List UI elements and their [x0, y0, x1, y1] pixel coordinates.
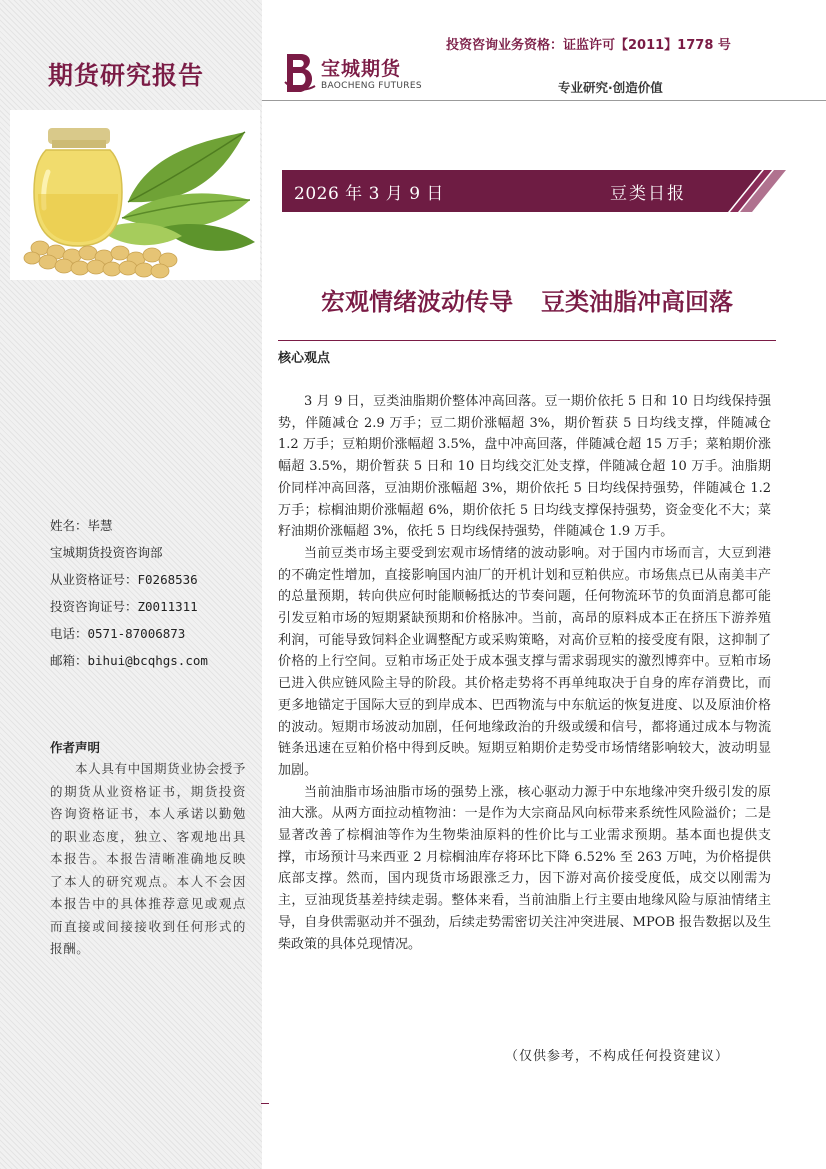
logo-chinese-name: 宝城期货 [321, 58, 402, 80]
declaration-text: 本人具有中国期货业协会授予的期货从业资格证书，期货投资咨询资格证书，本人承诺以勤勉的职业态度，独立、客观地出具本报告。本报告清晰准确地反映了本人的研究观点。本人不会因本报告中的具体推荐意见或观点而直接或间接接收到任何形式的报酬。 [50, 761, 246, 956]
disclaimer: （仅供参考，不构成任何投资建议） [505, 1049, 730, 1064]
section-heading: 核心观点 [278, 351, 331, 366]
author-name: 姓名：毕慧 [50, 518, 113, 533]
paragraph-soybean-analysis: 当前豆类市场主要受到宏观市场情绪的波动影响。对于国内市场而言，大豆到港的不确定性增加，直接影响国内油厂的开机计划和豆粕供应。市场焦点已从南美丰产的总量预期，转向供应何时能顺畅抵达的节奏问题，任何物流环节的负面消息都可能引发豆粕市场的短期紧缺预期和价格脉冲。当前，高昂的原料成本正在挤压下游养殖利润，可能导致饲料企业调整配方或采购策略，对高价豆粕的接受度有限，这抑制了价格的上行空间。豆粕市场正处于成本强支撑与需求弱现实的激烈博弈中。豆粕市场已进入供应链风险主导的阶段。其价格走势将不再单纯取决于自身的库存消费比，而更多地锚定于国际大豆的到岸成本、巴西物流与中东航运的恢复进度、以及原油价格的波动。短期市场波动加剧，任何地缘政治的升级或缓和信号，都将通过成本与物流链条迅速在豆粕价格中得到反映。短期豆粕期价走势受市场情绪影响较大，波动明显加剧。 [278, 545, 771, 778]
footer-mark [261, 1103, 269, 1104]
report-type-title: 期货研究报告 [48, 61, 205, 90]
phone: 电话：0571-87006873 [50, 626, 186, 641]
header-divider [262, 100, 826, 101]
soybean-oil-jar-image [10, 110, 260, 280]
report-date: 2026 年 3 月 9 日 [294, 184, 444, 204]
qualification-line: 投资咨询业务资格：证监许可【2011】1778 号 [446, 38, 731, 53]
declaration-title: 作者声明 [50, 740, 101, 755]
report-category: 豆类日报 [610, 184, 686, 204]
consulting-number: 投资咨询证号：Z0011311 [50, 599, 198, 614]
title-part-2: 豆类油脂冲高回落 [541, 288, 733, 316]
title-divider [278, 340, 776, 341]
date-banner [282, 170, 786, 212]
title-part-1: 宏观情绪波动传导 [321, 288, 513, 316]
report-title [262, 282, 792, 317]
sidebar [0, 0, 262, 1169]
paragraph-oil-analysis: 当前油脂市场油脂市场的强势上涨，核心驱动力源于中东地缘冲突升级引发的原油大涨。从两方面拉动植物油：一是作为大宗商品风向标带来系统性风险溢价；二是显著改善了棕榈油等作为生物柴油原料的性价比与工业需求预期。基本面也提供支撑，市场预计马来西亚 2 月棕榈油库存将环比下降 6.52% 至 263 万吨，为价格提供底部支撑。然而，国内现货市场跟涨乏力，因下游对高价接受度低，成交以刚需为主，豆油现货基差持续走弱。整体来看，当前油脂上行主要由地缘风险与原油情绪主导，自身供需驱动并不强劲，后续走势需密切关注冲突进展、MPOB 报告数据以及生柴政策的具体兑现情况。 [278, 784, 771, 952]
qualification-number: 从业资格证号：F0268536 [50, 572, 198, 587]
report-body [278, 391, 771, 955]
email: 邮箱：bihui@bcqhgs.com [50, 653, 208, 668]
company-logo [283, 52, 433, 97]
company-slogan: 专业研究·创造价值 [558, 80, 663, 95]
paragraph-market-summary: 3 月 9 日，豆类油脂期价整体冲高回落。豆一期价依托 5 日和 10 日均线保持强势，伴随减仓 2.9 万手；豆二期价涨幅超 3%，期价暂获 5 日均线支撑，伴随减仓 1.2 万手；豆粕期价涨幅超 3.5%，盘中冲高回落，伴随减仓超 15 万手；菜粕期价涨幅超 3.5%，期价暂获 5 日和 10 日均线交汇处支撑，伴随减仓超 10 万手。油脂期价同样冲高回落，豆油期价涨幅超 3%，期价依托 5 日均线保持强势，伴随减仓 1.2 万手；棕榈油期价涨幅超 6%，期价依托 5 日均线支撑保持强势，资金变化不大；菜籽油期价涨幅超 3%，依托 5 日均线保持强势，伴随减仓 1.9 万手。 [278, 394, 771, 540]
author-contact [50, 512, 250, 674]
hero-image [10, 110, 260, 280]
logo-english-name: BAOCHENG FUTURES [321, 81, 422, 91]
baocheng-logo-icon [283, 52, 317, 96]
author-department: 宝城期货投资咨询部 [50, 545, 163, 560]
